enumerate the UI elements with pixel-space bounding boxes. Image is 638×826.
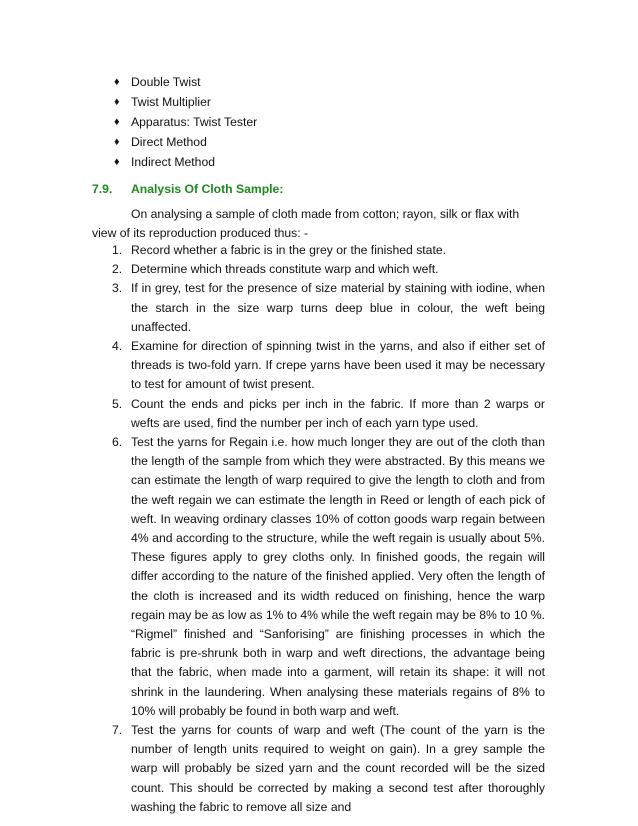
- list-item: [92, 241, 545, 260]
- list-item: [92, 433, 545, 721]
- diamond-bullet-icon: ♦: [114, 156, 120, 168]
- step-number: 3.: [112, 281, 123, 296]
- diamond-bullet-icon: ♦: [114, 136, 120, 148]
- bullet-text: Indirect Method: [131, 155, 216, 169]
- bullet-text: Apparatus: Twist Tester: [131, 115, 258, 129]
- intro-paragraph: On analysing a sample of cloth made from cotton; rayon, silk or flax with view of its reproduction produced thus: -: [92, 207, 520, 241]
- step-number: 6.: [112, 435, 123, 450]
- step-number: 7.: [112, 723, 123, 738]
- diamond-bullet-icon: ♦: [114, 96, 120, 108]
- step-text: Test the yarns for counts of warp and weft (The count of the yarn is the number of length units required to weight on gain). In a grey sample the warp will probably be sized yarn and the count recorded will be the sized count. This should be corrected by making a second test after thoroughly washing the fabric to remove all size and: [131, 723, 545, 814]
- bullet-item: [0, 72, 638, 92]
- bullet-list: [0, 72, 638, 172]
- list-item: [92, 337, 545, 395]
- diamond-bullet-icon: ♦: [114, 76, 120, 88]
- list-item: [92, 721, 545, 817]
- bullet-text: Direct Method: [131, 135, 207, 149]
- step-text: Determine which threads constitute warp and which weft.: [131, 262, 439, 277]
- step-text: Test the yarns for Regain i.e. how much longer they are out of the cloth than the length of the sample from which they were abstracted. By this means we can estimate the length of warp required to give the length to cloth and from the weft regain we can estimate the length in Reed or length of each pick of weft. In weaving ordinary classes 10% of cotton goods warp regain between 4% and according to the structure, while the weft regain is usually about 5%. These figures apply to grey cloths only. In finished goods, the regain will differ according to the nature of the finished applied. Very often the length of the cloth is increased and its width reduced on finishing, hence the warp regain may be as low as 1% to 4% while the weft regain may be 8% to 10 %. “Rigmel” finished and “Sanforising” are finishing processes in which the fabric is pre-shrunk both in warp and weft directions, the advantage being that the fabric, when made into a garment, will retain its shape: it will not shrink in the laundering. When analysing these materials regains of 8% to 10% will probably be found in both warp and weft.: [131, 435, 545, 718]
- bullet-item: [0, 152, 638, 172]
- bullet-item: [0, 92, 638, 112]
- step-number: 4.: [112, 339, 123, 354]
- bullet-text: Twist Multiplier: [131, 95, 211, 109]
- step-text: Count the ends and picks per inch in the fabric. If more than 2 warps or wefts are used, find the number per inch of each yarn type used.: [131, 396, 545, 430]
- bullet-item: [0, 132, 638, 152]
- step-number: 5.: [112, 396, 123, 411]
- section-number: 7.9.: [92, 182, 113, 196]
- step-text: Examine for direction of spinning twist in the yarns, and also if either set of threads is two-fold yarn. If crepe yarns have been used it may be necessary to test for amount of twist present.: [131, 339, 545, 392]
- list-item: [92, 395, 545, 433]
- step-text: If in grey, test for the presence of size material by staining with iodine, when the starch in the size warp turns deep blue in colour, the weft being unaffected.: [131, 281, 545, 334]
- bullet-item: [0, 112, 638, 132]
- diamond-bullet-icon: ♦: [114, 116, 120, 128]
- step-number: 1.: [112, 243, 123, 257]
- section-title: Analysis Of Cloth Sample:: [131, 182, 284, 196]
- steps-list: [92, 241, 545, 817]
- list-item: [92, 260, 545, 279]
- step-number: 2.: [112, 262, 123, 277]
- list-item: [92, 279, 545, 337]
- section-heading: [92, 179, 552, 199]
- bullet-text: Double Twist: [131, 75, 201, 89]
- step-text: Record whether a fabric is in the grey or the finished state.: [131, 243, 447, 257]
